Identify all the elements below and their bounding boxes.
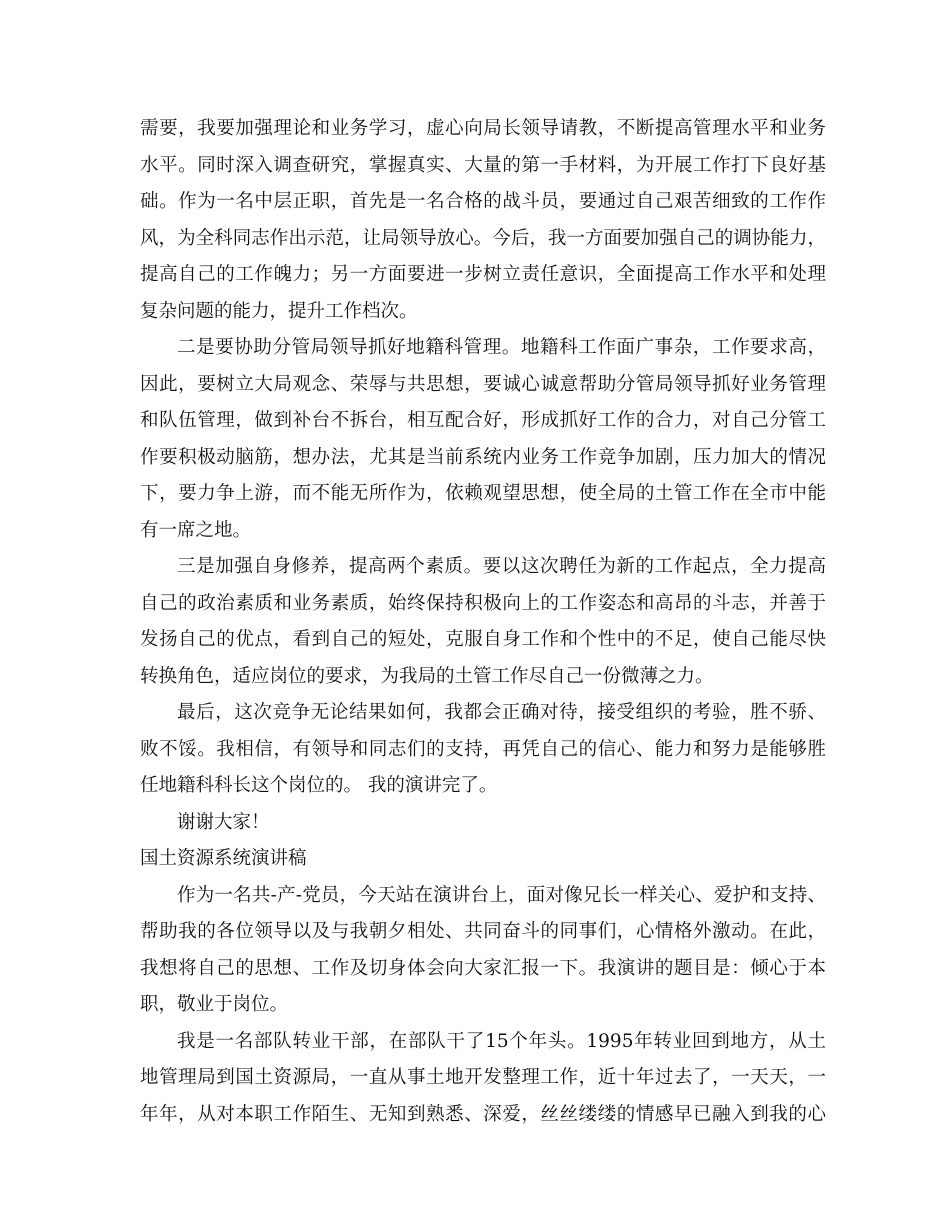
paragraph <box>140 1024 826 1134</box>
text-line: 最后，这次竞争无论结果如何，我都会正确对待，接受组织的考验，胜不骄、 <box>177 702 826 723</box>
text-line: 败不馁。我相信，有领导和同志们的支持，再凭自己的信心、能力和努力是能够胜 <box>140 738 826 760</box>
document-body <box>140 111 826 1133</box>
text-line: 职，敬业于岗位。 <box>140 994 289 1015</box>
text-line: 我想将自己的思想、工作及切身体会向大家汇报一下。我演讲的题目是：倾心于本 <box>140 957 826 979</box>
text-line: 提高自己的工作魄力；另一方面要进一步树立责任意识，全面提高工作水平和处理 <box>140 264 826 285</box>
text-line: 转换角色，适应岗位的要求，为我局的土管工作尽自己一份微薄之力。 <box>140 665 714 687</box>
section-heading <box>140 841 826 878</box>
text-line: 有一席之地。 <box>140 519 252 541</box>
text-line: 下，要力争上游，而不能无所作为，依赖观望思想，使全局的土管工作在全市中能 <box>140 483 826 504</box>
text-line: 风，为全科同志作出示范，让局领导放心。今后，我一方面要加强自己的调协能力， <box>140 227 826 249</box>
text-line: 复杂问题的能力，提升工作档次。 <box>140 300 418 322</box>
text-line: 础。作为一名中层正职，首先是一名合格的战斗员，要通过自己艰苦细致的工作作 <box>140 191 826 212</box>
text-line: 三是加强自身修养，提高两个素质。要以这次聘任为新的工作起点，全力提高 <box>177 556 826 577</box>
text-line: 发扬自己的优点，看到自己的短处，克服自身工作和个性中的不足，使自己能尽快 <box>140 629 826 650</box>
text-line: 需要，我要加强理论和业务学习，虚心向局长领导请教，不断提高管理水平和业务 <box>140 118 826 139</box>
paragraph <box>140 549 826 695</box>
text-line: 帮助我的各位领导以及与我朝夕相处、共同奋斗的同事们，心情格外激动。在此， <box>140 921 826 942</box>
text-line: 和队伍管理，做到补台不拆台，相互配合好，形成抓好工作的合力，对自己分管工 <box>140 410 826 431</box>
closing-thanks <box>140 805 826 842</box>
text-line: 谢谢大家！ <box>177 811 270 833</box>
paragraph <box>140 878 826 1024</box>
text-line: 我是一名部队转业干部，在部队干了15个年头。1995年转业回到地方，从土 <box>177 1030 826 1052</box>
text-line: 因此，要树立大局观念、荣辱与共思想，要诚心诚意帮助分管局领导抓好业务管理 <box>140 373 826 395</box>
text-line: 年年，从对本职工作陌生、无知到熟悉、深爱，丝丝缕缕的情感早已融入到我的心 <box>140 1103 826 1125</box>
text-line: 水平。同时深入调查研究，掌握真实、大量的第一手材料，为开展工作打下良好基 <box>140 154 826 176</box>
text-line: 地管理局到国土资源局，一直从事土地开发整理工作，近十年过去了，一天天，一 <box>140 1067 826 1088</box>
text-line: 作要积极动脑筋，想办法，尤其是当前系统内业务工作竞争加剧，压力加大的情况 <box>140 446 826 468</box>
heading-line: 国土资源系统演讲稿 <box>140 848 307 869</box>
paragraph <box>140 330 826 549</box>
text-line: 自己的政治素质和业务素质，始终保持积极向上的工作姿态和高昂的斗志，并善于 <box>140 592 826 614</box>
paragraph <box>140 695 826 805</box>
text-line: 任地籍科科长这个岗位的。 我的演讲完了。 <box>140 775 498 796</box>
text-line: 作为一名共-产-党员，今天站在演讲台上，面对像兄长一样关心、爱护和支持、 <box>177 884 826 906</box>
paragraph <box>140 111 826 330</box>
text-line: 二是要协助分管局领导抓好地籍科管理。地籍科工作面广事杂，工作要求高， <box>177 337 826 358</box>
